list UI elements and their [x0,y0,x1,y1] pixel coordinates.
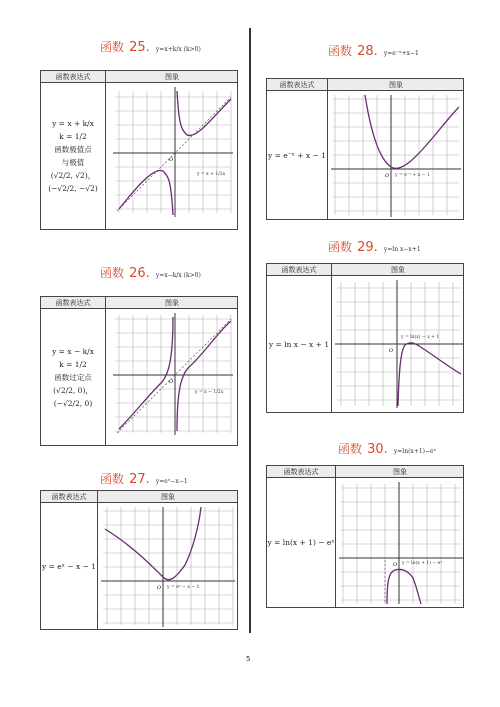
header-graph: 图象 [161,493,175,501]
graph-30 [339,480,463,606]
heading-prefix: 函数 [100,472,125,486]
expr-line: y = x − k/x [52,346,94,356]
expr-line: (√2/2, √2)， [50,171,96,180]
section-28-table [266,78,464,220]
graph-label: y = ln(x + 1) − eˣ [402,561,443,566]
header-graph: 图象 [165,299,179,307]
expr-line: y = ln(x + 1) − eˣ [267,538,335,547]
header-expression: 函数表达式 [55,73,91,81]
heading-number: 27. [129,472,150,487]
header-expression: 函数表达式 [279,81,315,89]
column-separator [335,466,336,607]
section-27-table [40,490,238,630]
heading-number: 30. [367,442,388,457]
heading-prefix: 函数 [100,40,125,54]
expression-cell [41,83,105,229]
graph-27 [101,505,235,627]
heading-formula: y=x−k/x (k>0) [155,272,201,279]
section-27-heading [100,468,188,487]
curve-left [119,317,173,429]
header-graph: 图象 [389,81,403,89]
heading-formula: y=e⁻ˣ+x−1 [383,50,419,57]
heading-prefix: 函数 [338,442,363,456]
expr-line: (−√2/2, 0) [53,398,93,408]
curve [398,343,461,406]
header-expression: 函数表达式 [281,266,317,274]
expr-line: (−√2/2, −√2) [48,184,98,193]
graph-label: y = x + 1/2x [197,172,226,177]
heading-number: 25. [129,40,150,55]
expr-line: 函数过定点 [54,372,92,382]
section-30-table [266,465,464,608]
graph-26-svg [113,311,233,435]
graph-label: y = ln(x) − x + 1 [401,335,440,340]
heading-formula: y=ln(x+1)−eˣ [393,448,437,455]
origin-label: O [157,585,162,591]
expr-line: (√2/2, 0)， [53,385,93,395]
expr-line: 函数极值点 [54,145,92,154]
header-expression: 函数表达式 [55,299,91,307]
column-divider [249,28,251,633]
section-29-table [266,263,464,413]
curve [365,95,459,168]
column-separator [97,491,98,629]
graph-label: y = e⁻ˣ + x − 1 [395,173,430,178]
curve [105,507,201,580]
asymptote-line [117,97,231,211]
heading-number: 29. [357,240,378,255]
graph-label: y = x − 1/2x [195,390,224,395]
origin-label: O [393,562,398,568]
heading-formula: y=eˣ−x−1 [155,478,188,485]
expr-line: 与极值 [61,158,85,167]
header-graph: 图象 [391,266,405,274]
expr-line: y = ln x − x + 1 [268,339,330,349]
graph-29-svg [335,278,463,410]
graph-27-svg [101,505,235,627]
curve-left [119,171,173,215]
heading-prefix: 函数 [328,44,353,58]
header-graph: 图象 [393,468,407,476]
expression-cell [41,309,105,445]
expr-line: k = 1/2 [59,132,87,141]
column-separator [105,71,106,229]
expr-line: y = eˣ − x − 1 [41,561,96,571]
graph-26 [113,311,233,435]
header-expression: 函数表达式 [283,468,319,476]
expr-line: y = x + k/x [52,119,94,128]
section-26-heading [100,262,201,281]
origin-label: O [169,379,174,385]
column-separator [327,79,328,219]
page-number: 5 [246,655,251,663]
graph-30-svg [339,480,463,606]
heading-number: 28. [357,44,378,59]
origin-label: O [389,348,394,354]
section-25-heading [100,36,201,55]
origin-label: O [169,157,174,163]
heading-formula: y=ln x−x+1 [383,246,421,253]
graph-25 [113,85,233,217]
curve-right [177,321,231,431]
section-26-table [40,296,238,446]
heading-number: 26. [129,266,150,281]
expression-cell [41,503,97,629]
column-separator [105,297,106,445]
expr-line: k = 1/2 [59,359,87,369]
expression-cell [267,478,335,607]
graph-28 [331,93,461,217]
expression-cell [267,91,327,219]
graph-28-svg [331,93,461,217]
graph-29 [335,278,463,410]
section-29-heading [328,236,421,255]
header-expression: 函数表达式 [51,493,87,501]
curve [387,569,421,604]
graph-label: y = eˣ − x − 1 [167,585,200,590]
heading-formula: y=x+k/x (k>0) [155,46,201,53]
column-separator [331,264,332,412]
graph-25-svg [113,85,233,217]
section-30-heading [338,438,436,457]
expression-cell [267,276,331,412]
heading-prefix: 函数 [328,240,353,254]
section-28-heading [328,40,419,59]
header-graph: 图象 [165,73,179,81]
origin-label: O [385,173,390,179]
curve-right [177,91,231,135]
expr-line: y = e⁻ˣ + x − 1 [268,150,326,160]
asymptote-line [117,319,231,433]
heading-prefix: 函数 [100,266,125,280]
section-25-table [40,70,238,230]
